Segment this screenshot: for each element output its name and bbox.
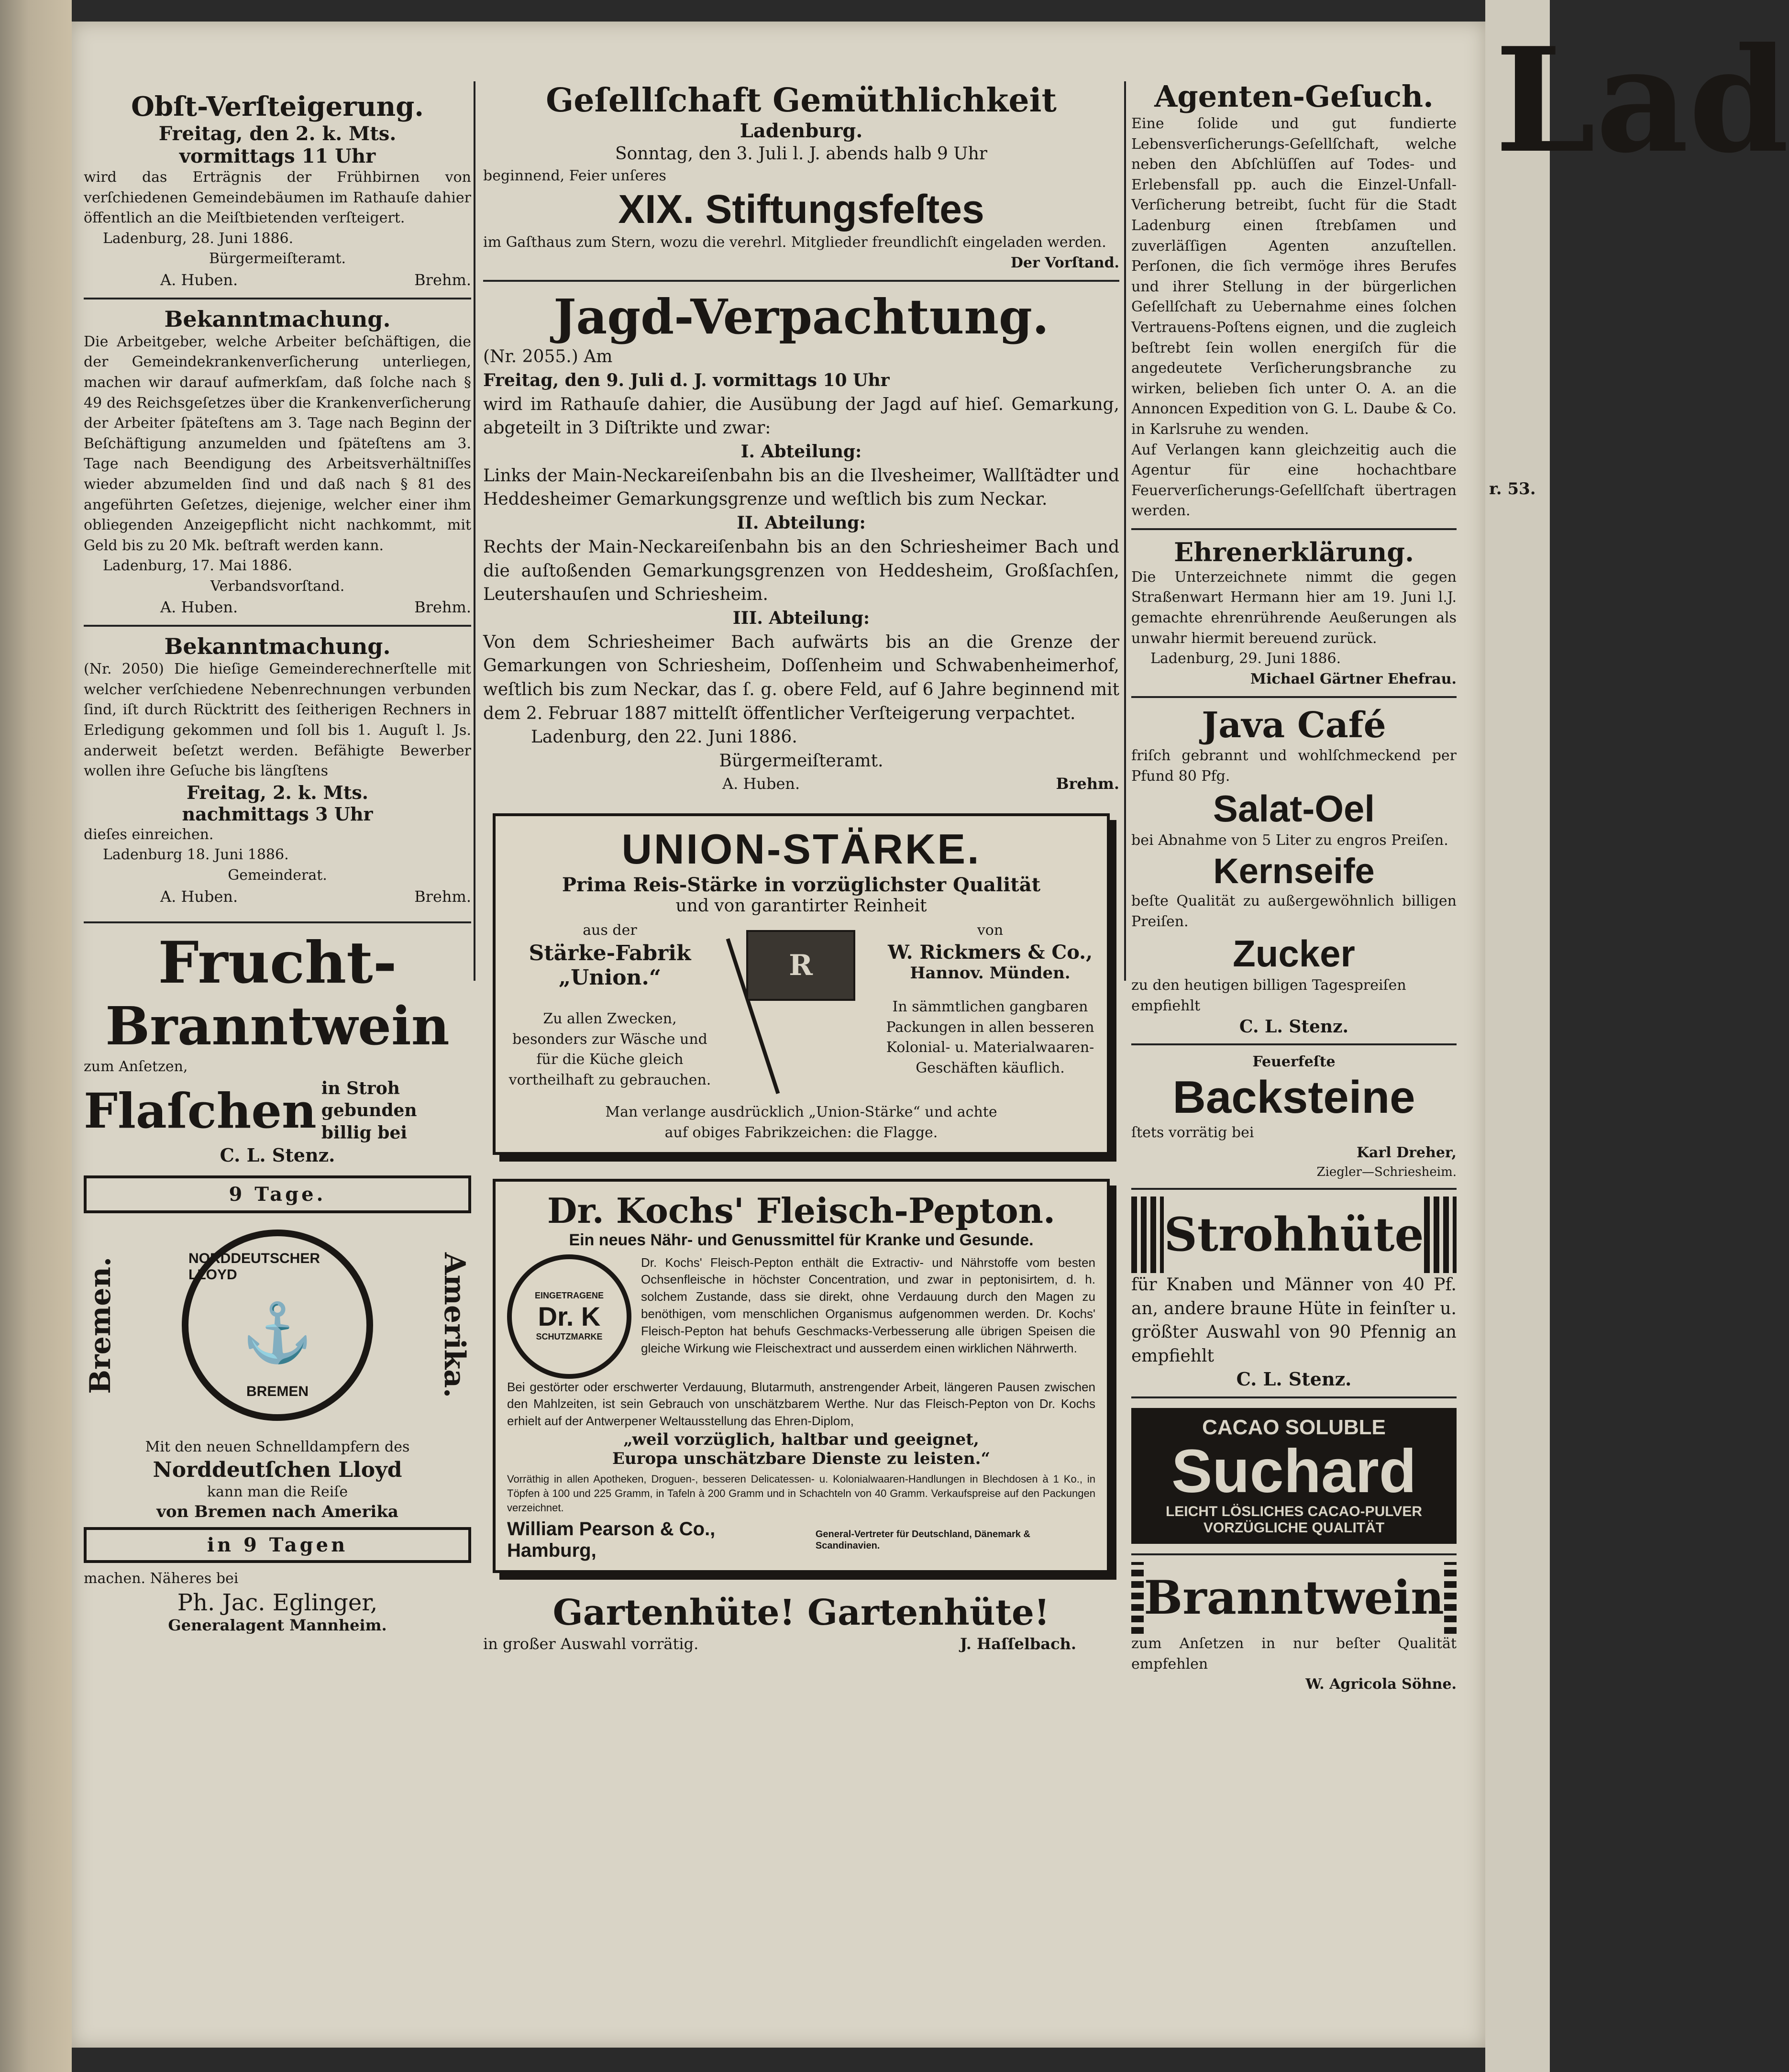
bek2-office: Gemeinderat.	[228, 867, 327, 884]
lloyd-right-text: Amerika.	[438, 1252, 471, 1398]
obst-time: vormittags 11 Uhr	[179, 145, 376, 167]
ornament-left	[1131, 1562, 1144, 1634]
bek1-title: Bekanntmachung.	[164, 306, 391, 332]
ges-sig: Der Vorſtand.	[1010, 254, 1119, 271]
jagd-date: Freitag, den 9. Juli d. J. vormittags 10 Uhr	[483, 370, 890, 391]
koch-quote-1: „weil vorzüglich, haltbar und geeignet,	[623, 1430, 979, 1450]
jagd-a3-body: Von dem Schriesheimer Bach aufwärts bis an die Grenze der Gemarkungen von Schriesheim, Doſſenheim und Schwabenheimerhof, weſtlich bis zum Neckar, das ſ. g. obere Feld, auf 6 Jahre beginnend mit dem 2. Februar 1887 mittelſt öffentlicher Verſteigerung verpachtet.	[483, 632, 1119, 723]
brannt-body: zum Anſetzen in nur beſter Qualität empfehlen	[1131, 1635, 1457, 1673]
jagd-sig-left: A. Huben.	[722, 774, 800, 793]
divider	[84, 298, 471, 299]
bek1-sig-right: Brehm.	[414, 598, 471, 617]
column-left	[84, 91, 471, 1634]
jagd-a1: I. Abteilung:	[740, 442, 862, 462]
obst-date: Freitag, den 2. k. Mts.	[158, 122, 397, 145]
bek2-ad	[84, 633, 471, 907]
back-small: Feuerfeſte	[1252, 1053, 1336, 1070]
agent-body: Eine ſolide und gut fundierte Lebensverſicherungs-Geſellſchaft, welche neben den Abſchlüſſen auf Todes- und Erlebensfall pp. auch die Einzel-Unfall-Verſicherung betreibt, ſucht für die Stadt Ladenburg einen ſtrebſamen und zuverläſſigen Agenten anzuſtellen. Perſonen, die ſich vermöge ihres Berufes und ihrer Stellung in der bürgerlichen Geſellſchaft zu Uebernahme eines ſolchen Vertrauens-Poſtens eignen, und die zugleich beſtrebt ſein wollen energiſch für die angedeutete Verſicherungsbranche zu wirken, belieben ſich unter O. A. an die Annoncen Expedition von G. L. Daube & Co. in Karlsruhe zu wenden.	[1131, 115, 1457, 438]
agent-title: Agenten-Geſuch.	[1154, 79, 1434, 114]
stripe-ornament-left	[1131, 1197, 1164, 1273]
union-foot-2: auf obiges Fabrikzeichen: die Flagge.	[664, 1124, 938, 1141]
union-firm: W. Rickmers & Co.,	[887, 941, 1093, 964]
bek1-office: Verbandsvorſtand.	[210, 577, 345, 595]
ehren-sig: Michael Gärtner Ehefrau.	[1250, 670, 1457, 687]
obst-place-date: Ladenburg, 28. Juni 1886.	[103, 230, 294, 247]
lloyd-ring-top: NORDDEUTSCHER LLOYD	[188, 1250, 320, 1283]
back-title: Backsteine	[1172, 1072, 1415, 1123]
cacao-top: CACAO SOLUBLE	[1202, 1415, 1386, 1439]
obst-sig-right: Brehm.	[414, 270, 471, 289]
ehren-body: Die Unterzeichnete nimmt die gegen Straßenwart Hermann hier am 19. Juni l.J. gemachte ehrenrührende Aeußerungen als unwahr hiermit bereuend zurück.	[1131, 568, 1457, 647]
jagd-a3: III. Abteilung:	[732, 608, 870, 628]
issue-number-fragment: r. 53.	[1489, 479, 1536, 499]
obst-body: wird das Erträgnis der Frühbirnen von verſchiedenen Gemeindebäumen im Rathauſe dahier öffentlich an die Meiſtbietenden verſteigert.	[84, 169, 471, 227]
lloyd-agent: Ph. Jac. Eglinger,	[177, 1589, 378, 1616]
frucht-title-1: Frucht-	[158, 929, 397, 997]
salat-title: Salat-Oel	[1213, 787, 1375, 830]
lloyd-agent-2: Generalagent Mannheim.	[168, 1616, 387, 1634]
bek1-sig-left: A. Huben.	[160, 598, 238, 617]
union-sub-2: und von garantirter Reinheit	[675, 896, 927, 916]
zucker-body: zu den heutigen billigen Tagespreiſen empfiehlt	[1131, 977, 1406, 1014]
cacao-brand: Suchard	[1171, 1437, 1417, 1506]
divider	[1131, 1396, 1457, 1398]
divider	[1131, 696, 1457, 698]
obst-ad	[84, 91, 471, 291]
back-sig-2: Ziegler—Schriesheim.	[1316, 1164, 1457, 1179]
kochs-pepton-ad	[493, 1179, 1110, 1573]
bek1-ad	[84, 306, 471, 619]
garten-title: Gartenhüte! Gartenhüte!	[552, 1592, 1050, 1634]
union-staerke-ad	[493, 813, 1110, 1154]
divider	[1131, 1043, 1457, 1045]
lloyd-ad	[84, 1175, 471, 1634]
bek2-place-date: Ladenburg 18. Juni 1886.	[103, 846, 289, 864]
bek2-time: nachmittags 3 Uhr	[182, 803, 373, 825]
ges-title: Geſellſchaft Gemüthlichkeit	[546, 81, 1057, 120]
jagd-a1-body: Links der Main-Neckareiſenbahn bis an die Ilvesheimer, Wallſtädter und Heddesheimer Gemarkungsgrenze und weſtlich bis zum Neckar.	[483, 465, 1119, 510]
koch-emblem-top: EINGETRAGENE	[534, 1291, 604, 1301]
koch-sub: Ein neues Nähr- und Genussmittel für Kranke und Gesunde.	[569, 1230, 1034, 1249]
bek2-title: Bekanntmachung.	[164, 633, 391, 660]
column-rule-2	[1124, 81, 1126, 981]
frucht-ad	[84, 930, 471, 1165]
ornament-right	[1444, 1562, 1457, 1634]
lloyd-line-4: von Bremen nach Amerika	[156, 1502, 398, 1522]
bek2-date: Freitag, 2. k. Mts.	[186, 781, 369, 803]
agent-body-2: Auf Verlangen kann gleichzeitig auch die Agentur für eine hochachtbare Feuerverſicherungs-Geſellſchaft übertragen werden.	[1131, 441, 1457, 520]
back-sig: Karl Dreher,	[1356, 1144, 1457, 1162]
koch-emblem-bot: SCHUTZMARKE	[536, 1332, 603, 1342]
flag-letter: R	[746, 930, 855, 1001]
ges-line-2: beginnend, Feier unſeres	[483, 167, 666, 184]
koch-title: Dr. Kochs' Fleisch-Pepton.	[547, 1190, 1056, 1231]
jagd-title: Jagd-Verpachtung.	[553, 288, 1049, 345]
jagd-a2-body: Rechts der Main-Neckareiſenbahn bis an den Schriesheimer Bach und die auſtoßenden Gemarkungsgrenzen von Heddesheim, Großſachſen, Leutershauſen und Schriesheim.	[483, 537, 1119, 605]
union-right-text: In sämmtlichen gangbaren Packungen in allen besseren Kolonial- u. Materialwaaren-Geschäften käuflich.	[886, 998, 1094, 1076]
stripe-ornament-right	[1424, 1197, 1457, 1273]
gesellschaft-ad	[483, 81, 1119, 273]
zucker-title: Zucker	[1233, 932, 1355, 975]
jagd-a2: II. Abteilung:	[737, 513, 866, 533]
divider	[1131, 528, 1457, 530]
column-rule-1	[474, 81, 475, 981]
lloyd-ring-bottom: BREMEN	[246, 1383, 309, 1399]
ehren-ad	[1131, 537, 1457, 690]
column-right	[1131, 79, 1457, 1695]
koch-emblem	[507, 1254, 631, 1379]
koch-emblem-mid: Dr. K	[538, 1301, 601, 1332]
masthead-fragment: Lad	[1495, 16, 1789, 185]
ges-event: XIX. Stiftungsfeſtes	[618, 187, 984, 232]
garten-body: in großer Auswahl vorrätig.	[483, 1635, 699, 1653]
stroh-body: für Knaben und Männer von 40 Pf. an, andere braune Hüte in feinſter u. größter Auswahl von 90 Pfennig an empfiehlt	[1131, 1274, 1457, 1366]
java-title: Java Café	[1202, 705, 1386, 746]
lloyd-line-1: Mit den neuen Schnelldampfern des	[145, 1438, 410, 1455]
ehren-title: Ehrenerklärung.	[1174, 536, 1414, 567]
union-von: von	[977, 922, 1004, 939]
bek2-body: (Nr. 2050) Die hieſige Gemeinderechnerſtelle mit welcher verſchiedene Nebenrechnungen verbunden ſind, iſt durch Rücktritt des ſeitherigen Rechners in Erledigung gekommen und ſoll bis 1. Auguſt l. Js. anderweit beſetzt werden. Befähigte Bewerber wollen ihre Geſuche bis längſtens	[84, 661, 471, 780]
back-body: ſtets vorrätig bei	[1131, 1124, 1254, 1141]
book-binding-edge	[0, 0, 72, 2072]
divider	[1131, 1553, 1457, 1555]
divider	[483, 280, 1119, 282]
obst-sig-left: A. Huben.	[160, 270, 238, 289]
lloyd-emblem	[182, 1230, 373, 1421]
union-fab: Stärke-Fabrik	[529, 941, 691, 965]
ges-line-3: im Gaſthaus zum Stern, wozu die verehrl. Mitglieder freundlichſt eingeladen werden.	[483, 234, 1106, 251]
koch-firm: William Pearson & Co., Hamburg,	[507, 1518, 716, 1562]
union-left-text: Zu allen Zwecken, besonders zur Wäsche und für die Küche gleich vortheilhaft zu gebrauchen.	[508, 1010, 711, 1088]
agenten-ad	[1131, 79, 1457, 521]
kern-title: Kernseife	[1213, 851, 1375, 891]
divider	[84, 921, 471, 923]
salat-body: bei Abnahme von 5 Liter zu engros Preiſen.	[1131, 831, 1448, 849]
cacao-line-2: VORZÜGLICHE QUALITÄT	[1203, 1519, 1385, 1536]
koch-quote-2: Europa unschätzbare Dienste zu leisten.“	[612, 1449, 991, 1469]
flag-icon	[732, 920, 866, 1102]
java-body: friſch gebrannt und wohlſchmeckend per Pfund 80 Pfg.	[1131, 747, 1457, 785]
jagd-office: Bürgermeiſteramt.	[719, 751, 883, 771]
suchard-ad	[1131, 1408, 1457, 1544]
union-city: Hannov. Münden.	[910, 963, 1071, 983]
koch-body: Dr. Kochs' Fleisch-Pepton enthält die Extractiv- und Nährstoffe vom besten Ochsenfleische in höchster Concentration, und zwar in peptonisirtem, d. h. solchem Zustande, dass sie direkt, ohne Verdauung durch den Magen zu benöthigen, vom menschlichen Organismus aufgenommen werden. Dr. Kochs' Fleisch-Pepton hat behufs Geschmacks-Verbesserung alle übrigen Speisen die gleiche Wirkung wie Fleischextract und ausserdem einen wirklichen Nährwerth.	[641, 1255, 1095, 1355]
anchor-key-icon: ⚓	[242, 1299, 313, 1366]
frucht-sig: C. L. Stenz.	[220, 1144, 335, 1166]
bek1-body: Die Arbeitgeber, welche Arbeiter beſchäftigen, die der Gemeindekrankenverſicherung unterliegen, machen wir darauf aufmerkſam, daß ſolche nach § 49 des Reichsgeſetzes über die Krankenverſicherung der Arbeiter ſpäteſtens am 3. Tage nach Beginn der Beſchäftigung anzumelden und ſpäteſtens am 3. Tage nach Beendigung des Arbeitsverhältniſſes wieder abzumelden ſind und daß nach § 81 des angeführten Geſetzes, diejenige, welcher einer ihm obliegenden Anzeigepflicht nicht nachkommt, mit Geld bis zu 20 Mk. beſtraft werden kann.	[84, 333, 471, 554]
lloyd-days: 9 Tage.	[84, 1175, 471, 1213]
lloyd-line-5: machen. Näheres bei	[84, 1570, 239, 1587]
ges-city: Ladenburg.	[740, 120, 863, 142]
koch-small: Vorräthig in allen Apotheken, Droguen-, besseren Delicatessen- u. Kolonialwaaren-Handlungen in Blechdosen à 1 Ko., in Töpfen à 100 und 225 Gramm, in Tafeln à 200 Gramm und in Schachteln von 40 Gramm. Verkaufspreise auf den Packungen verzeichnet.	[507, 1473, 1095, 1514]
ges-line-1: Sonntag, den 3. Juli l. J. abends halb 9 Uhr	[615, 144, 988, 164]
frucht-line-3: zum Anſetzen,	[84, 1058, 188, 1075]
koch-firm-note: General-Vertreter für Deutschland, Dänemark & Scandinavien.	[815, 1529, 1030, 1551]
ehren-place-date: Ladenburg, 29. Juni 1886.	[1150, 650, 1341, 667]
bek2-sig-right: Brehm.	[414, 887, 471, 906]
garten-sig: J. Haſſelbach.	[960, 1635, 1076, 1653]
strohhuete-ad	[1131, 1197, 1457, 1390]
lloyd-in9: in 9 Tagen	[84, 1527, 471, 1563]
bek2-sig-left: A. Huben.	[160, 887, 238, 906]
union-name: „Union.“	[558, 965, 662, 990]
lloyd-line-3: kann man die Reiſe	[207, 1483, 348, 1500]
column-middle	[483, 81, 1119, 1655]
jagd-sig-right: Brehm.	[1056, 774, 1119, 793]
facing-page-fragment	[1485, 0, 1789, 2072]
bek2-tail: dieſes einreichen.	[84, 826, 214, 843]
bek1-place-date: Ladenburg, 17. Mai 1886.	[103, 557, 293, 575]
union-foot-1: Man verlange ausdrücklich „Union-Stärke“ und achte	[605, 1104, 997, 1121]
zucker-sig: C. L. Stenz.	[1239, 1016, 1349, 1037]
koch-body-2: Bei gestörter oder erschwerter Verdauung, Blutarmuth, anstrengender Arbeit, längeren Pausen zwischen den Mahlzeiten, ist sein Gebrauch von unschätzbarem Werthe. Nur das Fleisch-Pepton von Dr. Kochs erhielt auf der Antwerpener Weltausstellung das Ehren-Diplom,	[507, 1379, 1095, 1429]
jagd-intro: wird im Rathauſe dahier, die Ausübung der Jagd auf hieſ. Gemarkung, abgeteilt in 3 Diſtrikte und zwar:	[483, 394, 1119, 438]
jagd-nr: (Nr. 2055.) Am	[483, 347, 613, 367]
divider	[1131, 1188, 1457, 1190]
frucht-line-5: in Stroh gebunden billig bei	[321, 1078, 417, 1143]
kern-body: beſte Qualität zu außergewöhnlich billigen Preiſen.	[1131, 893, 1457, 930]
brannt-title: Branntwein	[1144, 1571, 1444, 1625]
cacao-line-1: LEICHT LÖSLICHES CACAO-PULVER	[1165, 1503, 1423, 1519]
backstein-ad	[1131, 1052, 1457, 1181]
stenz-goods-ad	[1131, 705, 1457, 1036]
divider	[84, 625, 471, 627]
frucht-title-2: Branntwein	[105, 995, 450, 1057]
branntwein-ad	[1131, 1562, 1457, 1695]
jagd-place-date: Ladenburg, den 22. Juni 1886.	[531, 727, 797, 747]
frucht-flaschen: Flaſchen	[84, 1082, 317, 1139]
stroh-title: Strohhüte	[1164, 1208, 1424, 1262]
obst-office: Bürgermeiſteramt.	[209, 250, 346, 267]
stroh-sig: C. L. Stenz.	[1236, 1368, 1352, 1390]
obst-title: Obſt-Verſteigerung.	[131, 91, 424, 122]
union-ausder: aus der	[583, 922, 637, 939]
union-title: UNION-STÄRKE.	[621, 825, 981, 873]
lloyd-left-text: Bremen.	[84, 1256, 117, 1394]
brannt-sig: W. Agricola Söhne.	[1305, 1676, 1457, 1693]
jagd-ad	[483, 288, 1119, 794]
garten-ad	[483, 1592, 1119, 1655]
union-sub-1: Prima Reis-Stärke in vorzüglichster Qualität	[562, 874, 1041, 897]
lloyd-line-2: Norddeutſchen Lloyd	[153, 1457, 402, 1482]
